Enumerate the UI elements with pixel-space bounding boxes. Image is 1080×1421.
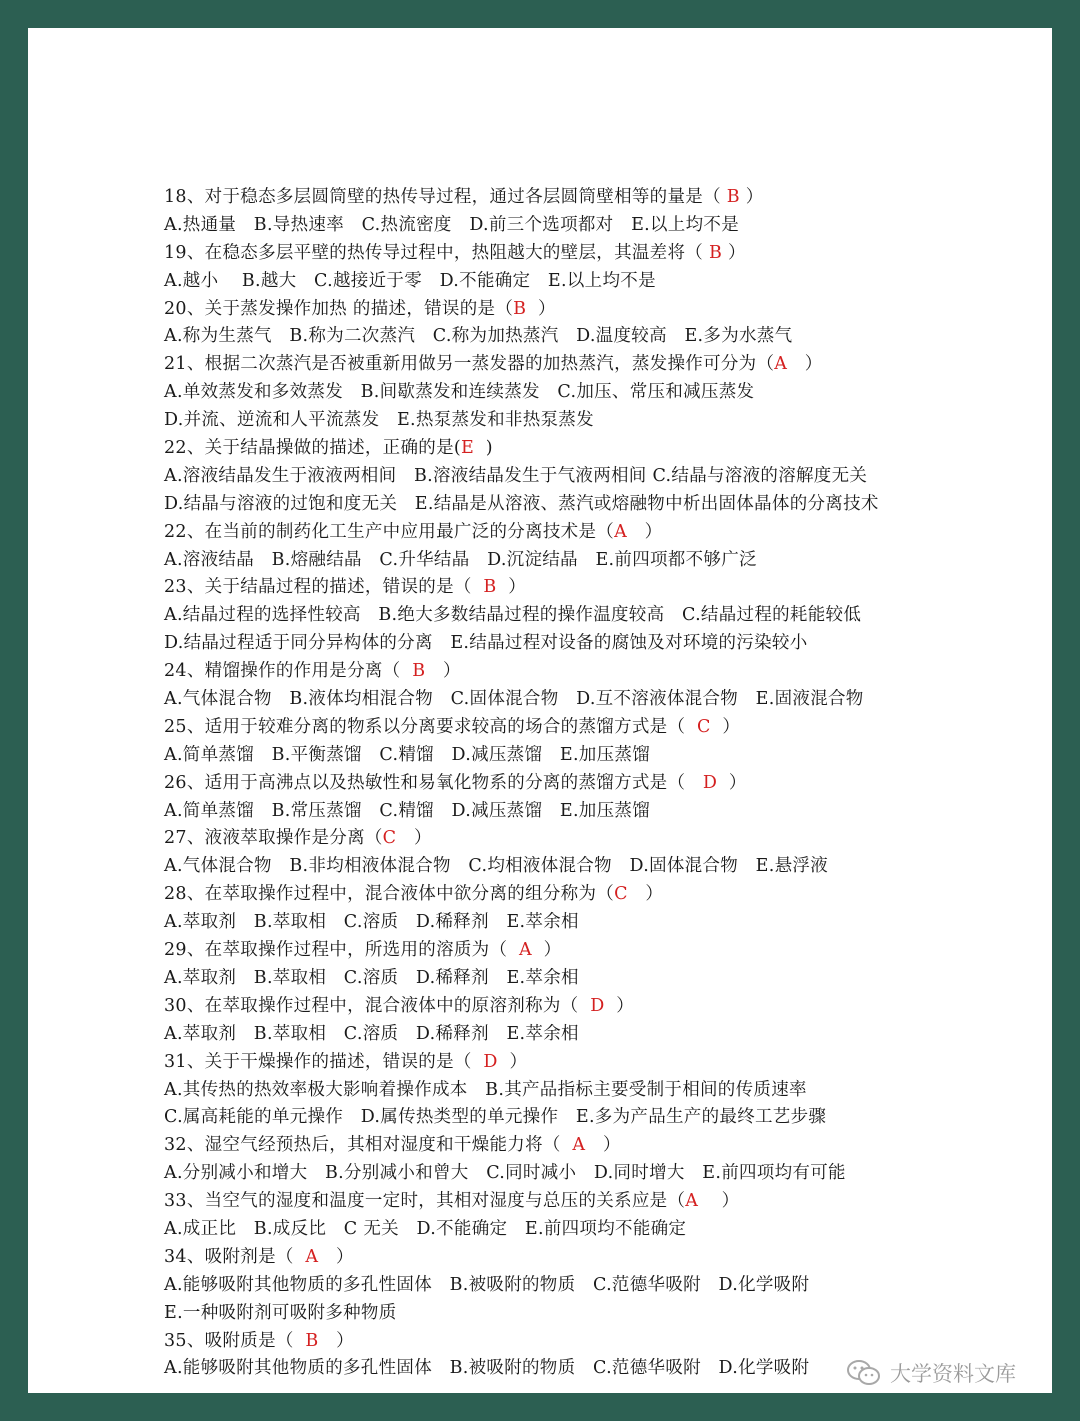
line-text-end: ） bbox=[604, 995, 635, 1016]
options-line bbox=[164, 602, 1024, 630]
answer-letter: A bbox=[519, 940, 532, 961]
answer-letter: D bbox=[483, 1051, 498, 1072]
question-line bbox=[164, 1188, 1024, 1216]
line-text: 23、关于结晶过程的描述，错误的是（ bbox=[164, 577, 484, 598]
answer-letter: A bbox=[305, 1246, 319, 1267]
question-line bbox=[164, 1049, 1024, 1077]
line-text: A.能够吸附其他物质的多孔性固体 B.被吸附的物质 C.范德华吸附 D.化学吸附 bbox=[164, 1358, 810, 1379]
line-text: 29、在萃取操作过程中，所选用的溶质为（ bbox=[164, 940, 519, 961]
line-text: A.萃取剂 B.萃取相 C.溶质 D.稀释剂 E.萃余相 bbox=[164, 912, 579, 933]
line-text: A.溶液结晶 B.熔融结晶 C.升华结晶 D.沉淀结晶 E.前四项都不够广泛 bbox=[164, 549, 757, 570]
question-line bbox=[164, 519, 1024, 547]
question-line bbox=[164, 351, 1024, 379]
options-line bbox=[164, 798, 1024, 826]
line-text: 30、在萃取操作过程中，混合液体中的原溶剂称为（ bbox=[164, 995, 591, 1016]
answer-letter: D bbox=[702, 772, 718, 793]
line-text-end: ） bbox=[585, 1135, 621, 1156]
line-text: E.一种吸附剂可吸附多种物质 bbox=[164, 1302, 397, 1323]
line-text: A.简单蒸馏 B.平衡蒸馏 C.精馏 D.减压蒸馏 E.加压蒸馏 bbox=[164, 744, 651, 765]
options-line bbox=[164, 1104, 1024, 1132]
line-text: 25、适用于较难分离的物系以分离要求较高的场合的蒸馏方式是（ bbox=[164, 716, 697, 737]
line-text: A.简单蒸馏 B.常压蒸馏 C.精馏 D.减压蒸馏 E.加压蒸馏 bbox=[164, 800, 651, 821]
line-text: D.结晶与溶液的过饱和度无关 E.结晶是从溶液、蒸汽或熔融物中析出固体晶体的分离技术 bbox=[164, 493, 879, 514]
line-text-end: ） bbox=[396, 828, 432, 849]
line-text: A.其传热的热效率极大影响着操作成本 B.其产品指标主要受制于相间的传质速率 bbox=[164, 1079, 807, 1100]
line-text: 24、精馏操作的作用是分离（ bbox=[164, 661, 413, 682]
question-line bbox=[164, 296, 1024, 324]
line-text: 22、在当前的制药化工生产中应用最广泛的分离技术是（ bbox=[164, 521, 615, 542]
line-text: 22、关于结晶操做的描述，正确的是( bbox=[164, 438, 461, 459]
question-line bbox=[164, 435, 1024, 463]
line-text-end: ） bbox=[318, 1330, 354, 1351]
options-line bbox=[164, 268, 1024, 296]
answer-letter: B bbox=[305, 1330, 319, 1351]
answer-letter: E bbox=[461, 438, 475, 459]
line-text: D.结晶过程适于同分异构体的分离 E.结晶过程对设备的腐蚀及对环境的污染较小 bbox=[164, 633, 808, 654]
question-line bbox=[164, 714, 1024, 742]
line-text-end: ) bbox=[474, 438, 493, 459]
line-text-end: ） bbox=[497, 1051, 528, 1072]
answer-letter: A bbox=[685, 1191, 699, 1212]
line-text-end: ） bbox=[698, 1191, 740, 1212]
line-text: A.萃取剂 B.萃取相 C.溶质 D.稀释剂 E.萃余相 bbox=[164, 967, 579, 988]
answer-letter: A bbox=[614, 521, 628, 542]
answer-letter: B bbox=[726, 187, 740, 207]
answer-letter: A bbox=[572, 1135, 586, 1156]
options-line bbox=[164, 407, 1024, 435]
answer-letter: C bbox=[382, 828, 397, 849]
line-text: A.称为生蒸气 B.称为二次蒸汽 C.称为加热蒸汽 D.温度较高 E.多为水蒸气 bbox=[164, 326, 793, 347]
line-text-end: ） bbox=[627, 884, 664, 905]
line-text: 31、关于干燥操作的描述，错误的是（ bbox=[164, 1051, 484, 1072]
line-text-end: ） bbox=[496, 577, 527, 598]
line-text: 18、对于稳态多层圆筒壁的热传导过程，通过各层圆筒壁相等的量是（ bbox=[164, 187, 727, 207]
line-text: A.能够吸附其他物质的多孔性固体 B.被吸附的物质 C.范德华吸附 D.化学吸附 bbox=[164, 1274, 810, 1295]
line-text: A.成正比 B.成反比 C 无关 D.不能确定 E.前四项均不能确定 bbox=[164, 1218, 687, 1239]
answer-letter: C bbox=[697, 716, 711, 737]
answer-letter: A bbox=[774, 354, 788, 375]
answer-letter: B bbox=[708, 242, 723, 263]
line-text-end: ） bbox=[526, 298, 556, 319]
line-text: A.越小 B.越大 C.越接近于零 D.不能确定 E.以上均不是 bbox=[164, 270, 656, 291]
line-text: A.结晶过程的选择性较高 B.绝大多数结晶过程的操作温度较高 C.结晶过程的耗能较低 bbox=[164, 605, 862, 626]
watermark-text: 大学资料文库 bbox=[890, 1362, 1016, 1386]
question-line bbox=[164, 574, 1024, 602]
line-text: A.萃取剂 B.萃取相 C.溶质 D.稀释剂 E.萃余相 bbox=[164, 1023, 579, 1044]
line-text: A.分别减小和增大 B.分别减小和曾大 C.同时减小 D.同时增大 E.前四项均有可能 bbox=[164, 1163, 846, 1184]
line-text-end: ） bbox=[318, 1246, 354, 1267]
line-text-end: ） bbox=[717, 772, 747, 793]
line-text: D.并流、逆流和人平流蒸发 E.热泵蒸发和非热泵蒸发 bbox=[164, 410, 594, 431]
line-text: 26、适用于高沸点以及热敏性和易氧化物系的分离的蒸馏方式是（ bbox=[164, 772, 703, 793]
options-line bbox=[164, 853, 1024, 881]
answer-letter: B bbox=[513, 298, 527, 319]
line-text: 34、吸附剂是（ bbox=[164, 1246, 306, 1267]
line-text: 33、当空气的湿度和温度一定时，其相对湿度与总压的关系应是（ bbox=[164, 1191, 686, 1212]
line-text-end: ） bbox=[787, 354, 823, 375]
question-line bbox=[164, 1328, 1024, 1356]
line-text: 35、吸附质是（ bbox=[164, 1330, 306, 1351]
options-line bbox=[164, 1077, 1024, 1105]
line-text: A.单效蒸发和多效蒸发 B.间歇蒸发和连续蒸发 C.加压、常压和减压蒸发 bbox=[164, 382, 755, 403]
question-line bbox=[164, 881, 1024, 909]
question-line bbox=[164, 1132, 1024, 1160]
options-line bbox=[164, 379, 1024, 407]
question-line bbox=[164, 937, 1024, 965]
options-line bbox=[164, 686, 1024, 714]
options-line bbox=[164, 965, 1024, 993]
line-text-end: ） bbox=[722, 242, 746, 263]
line-text: 32、湿空气经预热后，其相对湿度和干燥能力将（ bbox=[164, 1135, 573, 1156]
line-text: A.气体混合物 B.液体均相混合物 C.固体混合物 D.互不溶液体混合物 E.固液混合物 bbox=[164, 689, 864, 710]
options-line bbox=[164, 909, 1024, 937]
options-line bbox=[164, 463, 1024, 491]
answer-letter: C bbox=[614, 884, 628, 905]
question-line bbox=[164, 240, 1024, 268]
question-list bbox=[164, 184, 1024, 1383]
line-text: C.属高耗能的单元操作 D.属传热类型的单元操作 E.多为产品生产的最终工艺步骤 bbox=[164, 1107, 827, 1128]
question-line bbox=[164, 993, 1024, 1021]
wechat-icon bbox=[846, 1358, 882, 1388]
options-line bbox=[164, 742, 1024, 770]
line-text-end: ） bbox=[425, 661, 461, 682]
line-text: A.溶液结晶发生于液液两相间 B.溶液结晶发生于气液两相间 C.结晶与溶液的溶解度无关 bbox=[164, 465, 868, 486]
answer-letter: B bbox=[412, 661, 426, 682]
question-line bbox=[164, 184, 1024, 212]
line-text-end: ） bbox=[739, 187, 764, 207]
options-line bbox=[164, 212, 1024, 240]
document-page bbox=[28, 28, 1052, 1393]
line-text: 19、在稳态多层平壁的热传导过程中，热阻越大的壁层，其温差将（ bbox=[164, 242, 709, 263]
options-line bbox=[164, 1216, 1024, 1244]
line-text: 28、在萃取操作过程中，混合液体中欲分离的组分称为（ bbox=[164, 884, 615, 905]
line-text: A.气体混合物 B.非均相液体混合物 C.均相液体混合物 D.固体混合物 E.悬浮液 bbox=[164, 856, 829, 877]
answer-letter: B bbox=[483, 577, 497, 598]
line-text: 21、根据二次蒸汽是否被重新用做另一蒸发器的加热蒸汽，蒸发操作可分为（ bbox=[164, 354, 775, 375]
options-line bbox=[164, 323, 1024, 351]
options-line bbox=[164, 630, 1024, 658]
question-line bbox=[164, 658, 1024, 686]
options-line bbox=[164, 1300, 1024, 1328]
line-text-end: ） bbox=[627, 521, 663, 542]
line-text: 27、液液萃取操作是分离（ bbox=[164, 828, 383, 849]
line-text: 20、关于蒸发操作加热 的描述，错误的是（ bbox=[164, 298, 514, 319]
question-line bbox=[164, 825, 1024, 853]
line-text-end: ） bbox=[710, 716, 741, 737]
question-line bbox=[164, 770, 1024, 798]
watermark bbox=[846, 1356, 1016, 1390]
options-line bbox=[164, 547, 1024, 575]
options-line bbox=[164, 1160, 1024, 1188]
question-line bbox=[164, 1244, 1024, 1272]
options-line bbox=[164, 1272, 1024, 1300]
line-text-end: ） bbox=[531, 940, 562, 961]
options-line bbox=[164, 491, 1024, 519]
line-text: A.热通量 B.导热速率 C.热流密度 D.前三个选项都对 E.以上均不是 bbox=[164, 214, 740, 235]
options-line bbox=[164, 1021, 1024, 1049]
answer-letter: D bbox=[590, 995, 605, 1016]
